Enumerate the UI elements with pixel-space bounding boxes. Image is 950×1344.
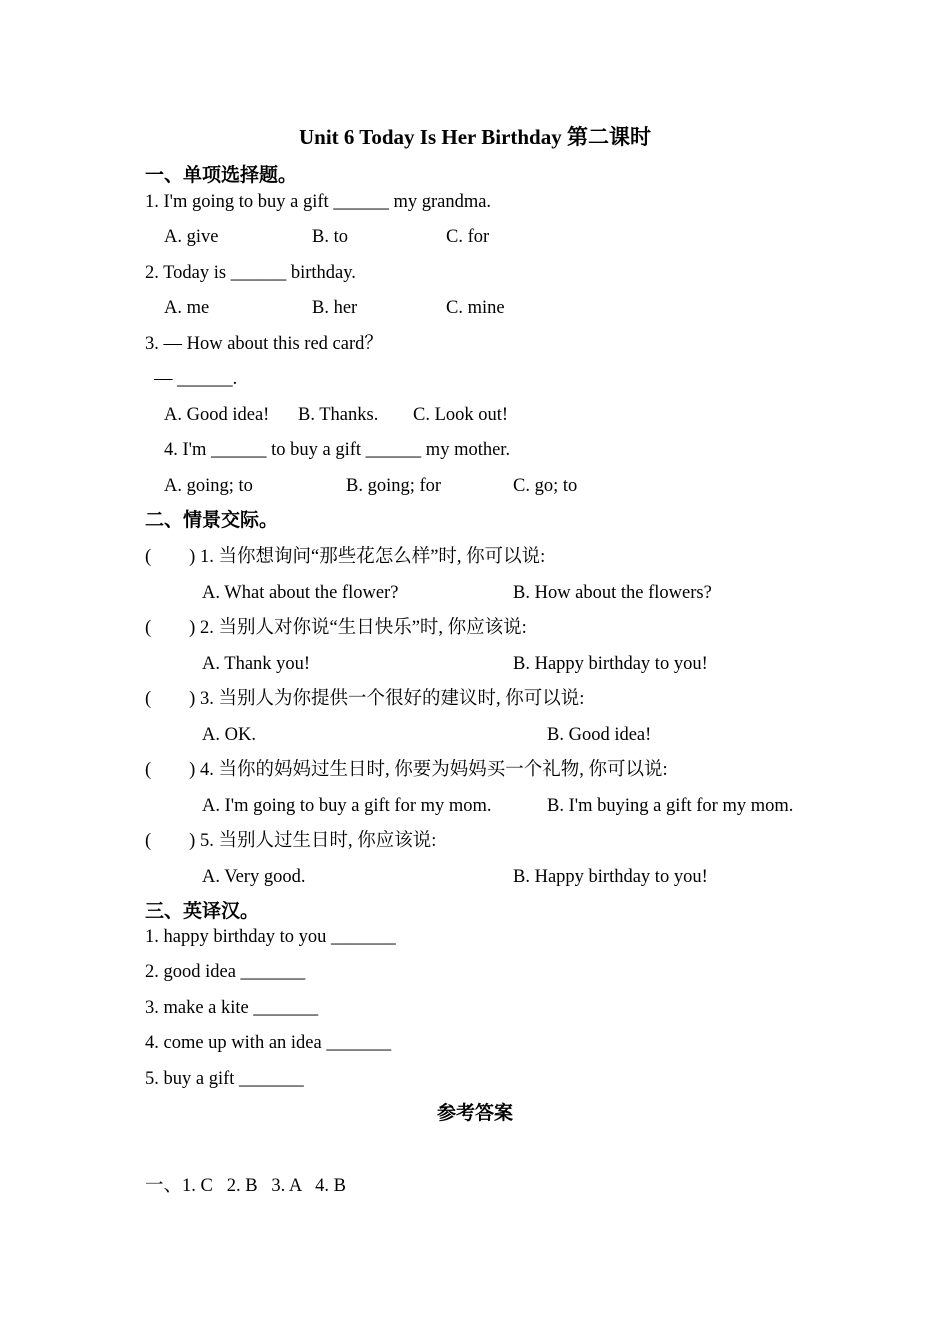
answer-blank: ( )	[145, 689, 196, 709]
q1-option-b: B. to	[312, 227, 348, 247]
situation-2: 2. 当别人对你说“生日快乐”时, 你应该说:	[200, 618, 527, 638]
situation-5-option-b: B. Happy birthday to you!	[513, 867, 708, 887]
situation-4-option-b: B. I'm buying a gift for my mom.	[547, 796, 794, 816]
q4-option-a: A. going; to	[164, 476, 253, 496]
translation-item: 4. come up with an idea _______	[145, 1033, 392, 1053]
question-2: 2. Today is ______ birthday.	[145, 263, 356, 283]
q1-option-c: C. for	[446, 227, 490, 247]
question-3-reply: — ______.	[154, 369, 238, 389]
q3-option-b: B. Thanks.	[298, 405, 379, 425]
answer-blank: ( )	[145, 618, 196, 638]
answer-blank: ( )	[145, 831, 196, 851]
q4-option-c: C. go; to	[513, 476, 578, 496]
situation-2-option-a: A. Thank you!	[202, 654, 311, 674]
situation-1-option-a: A. What about the flower?	[202, 583, 399, 603]
question-1: 1. I'm going to buy a gift ______ my grandma.	[145, 192, 492, 212]
situation-1-option-b: B. How about the flowers?	[513, 583, 712, 603]
answer-key-heading: 参考答案	[436, 1103, 513, 1124]
situation-3-option-b: B. Good idea!	[547, 725, 652, 745]
section-heading-translation: 三、英译汉。	[145, 901, 260, 922]
situation-4-option-a: A. I'm going to buy a gift for my mom.	[202, 796, 492, 816]
answer-blank: ( )	[145, 760, 196, 780]
q4-option-b: B. going; for	[346, 476, 442, 496]
q3-option-c: C. Look out!	[413, 405, 509, 425]
q3-option-a: A. Good idea!	[164, 405, 270, 425]
q2-option-a: A. me	[164, 298, 210, 318]
page-title: Unit 6 Today Is Her Birthday 第二课时	[298, 125, 651, 149]
answer-key-line: 一、1. C 2. B 3. A 4. B	[145, 1176, 346, 1196]
translation-item: 1. happy birthday to you _______	[145, 927, 396, 947]
situation-2-option-b: B. Happy birthday to you!	[513, 654, 708, 674]
situation-3-option-a: A. OK.	[202, 725, 256, 745]
question-4: 4. I'm ______ to buy a gift ______ my mother.	[164, 440, 511, 460]
situation-5: 5. 当别人过生日时, 你应该说:	[200, 831, 437, 851]
translation-item: 2. good idea _______	[145, 962, 306, 982]
question-3: 3. — How about this red card？	[145, 334, 383, 354]
situation-3: 3. 当别人为你提供一个很好的建议时, 你可以说:	[200, 689, 585, 709]
q2-option-b: B. her	[312, 298, 358, 318]
q1-option-a: A. give	[164, 227, 219, 247]
answer-blank: ( )	[145, 547, 196, 567]
situation-4: 4. 当你的妈妈过生日时, 你要为妈妈买一个礼物, 你可以说:	[200, 760, 668, 780]
situation-1: 1. 当你想询问“那些花怎么样”时, 你可以说:	[200, 547, 546, 567]
translation-item: 5. buy a gift _______	[145, 1069, 304, 1089]
translation-item: 3. make a kite _______	[145, 998, 319, 1018]
q2-option-c: C. mine	[446, 298, 505, 318]
section-heading-choice: 一、单项选择题。	[145, 165, 298, 186]
section-heading-situational: 二、情景交际。	[145, 510, 279, 531]
situation-5-option-a: A. Very good.	[202, 867, 306, 887]
